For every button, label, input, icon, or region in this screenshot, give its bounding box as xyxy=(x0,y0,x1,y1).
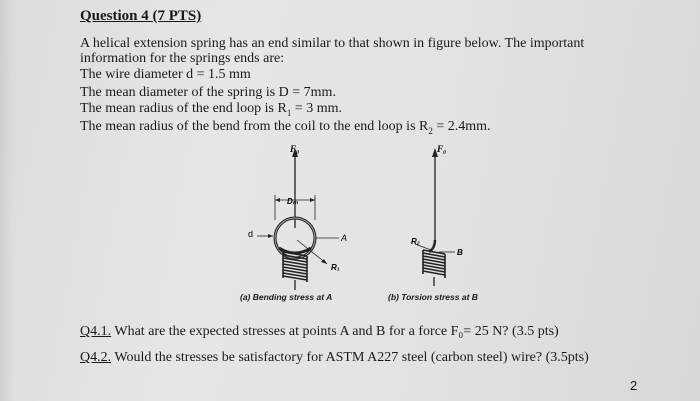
bend-suffix: = 2.4mm. xyxy=(432,119,491,134)
a-label: A xyxy=(341,233,348,243)
wire-diameter-line: The wire diameter d = 1.5 mm xyxy=(80,67,251,82)
spring-diagram xyxy=(235,140,525,310)
subquestion-4-2 xyxy=(80,350,589,366)
page-number: 2 xyxy=(630,378,638,393)
right-bend xyxy=(429,240,435,252)
right-spring xyxy=(415,148,455,286)
caption-torsion: (b) Torsion stress at B xyxy=(388,292,478,302)
end-loop-radius-line xyxy=(80,101,342,121)
end-loop-prefix: The mean radius of the end loop is R xyxy=(80,101,287,116)
mean-diameter-line: The mean diameter of the spring is D = 7mm. xyxy=(80,85,336,100)
caption-bending: (a) Bending stress at A xyxy=(240,292,333,302)
spring-figure xyxy=(235,140,525,310)
d-label: d xyxy=(248,229,254,239)
intro-line-2: information for the springs ends are: xyxy=(80,51,285,66)
r1-label: R₁ xyxy=(331,263,340,272)
subquestion-text: What are the expected stresses at points A and B for a force F₀= 25 N? (3.5 pts) xyxy=(111,324,559,339)
subquestion-text: Would the stresses be satisfactory for ASTM A227 steel (carbon steel) wire? (3.5pts) xyxy=(111,350,589,365)
page-edge-shadow xyxy=(0,0,14,401)
intro-line-1: A helical extension spring has an end similar to that shown in figure below. The important xyxy=(80,36,585,51)
subquestion-number: Q4.2. xyxy=(80,350,112,365)
bend-prefix: The mean radius of the bend from the coil to the end loop is R xyxy=(80,119,429,134)
right-force-label: F₀ xyxy=(437,144,447,154)
subquestion-4-1 xyxy=(80,324,559,340)
bend-sub: 2 xyxy=(428,125,433,136)
end-loop-sub: 1 xyxy=(286,107,292,118)
left-spring xyxy=(257,148,339,290)
right-coils xyxy=(423,250,445,278)
subquestion-number: Q4.1. xyxy=(80,324,112,339)
r2-label: R₂ xyxy=(411,237,420,246)
bend-radius-line xyxy=(80,119,491,139)
dm-label: Dₘ xyxy=(287,197,298,206)
b-label: B xyxy=(457,248,463,257)
left-force-label: F₀ xyxy=(290,144,300,154)
end-loop-suffix: = 3 mm. xyxy=(291,101,343,116)
question-title: Question 4 (7 PTS) xyxy=(80,8,202,24)
